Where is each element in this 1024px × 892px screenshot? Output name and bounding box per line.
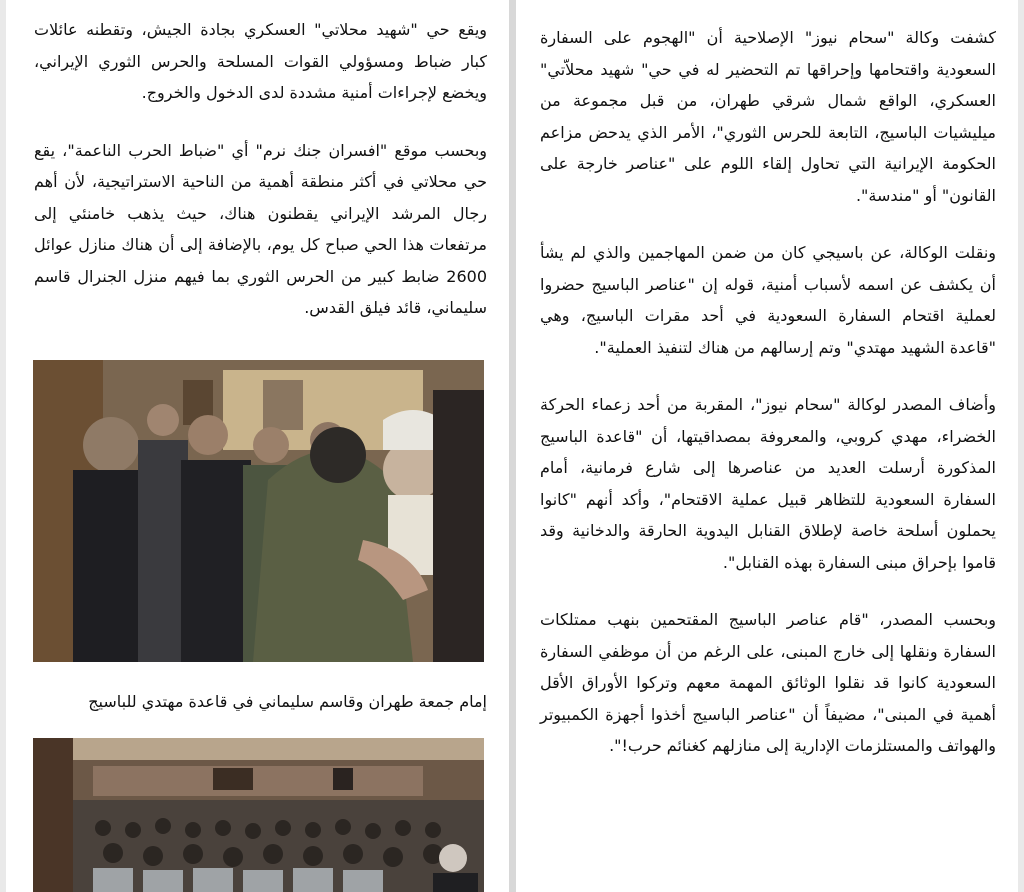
left-paragraph-2: وبحسب موقع "افسران جنك نرم" أي "ضباط الحرب الناعمة"، يقع حي محلاتي في أكثر منطقة أهمية من الناحية الاستراتيجية، لأن أهم رجال المرشد الإيراني يقطنون هناك، حيث يذهب خامنئي إلى مرتفعات هذا الحي صباح كل يوم، بالإضافة إلى أن هناك منازل عوائل 2600 ضابط كبير من الحرس الثوري بما فيهم منزل الجنرال قاسم سليماني، قائد فيلق القدس.	[34, 140, 487, 317]
right-paragraph-2: ونقلت الوكالة، عن باسيجي كان من ضمن المهاجمين والذي لم يشأ أن يكشف عن اسمه لأسباب أمنية، قوله إن "عناصر الباسيج حضروا لعملية اقتحام السفارة السعودية في أحد مقرات الباسيج، وهي "قاعدة الشهيد مهتدي" وتم إرسالهم من هناك لتنفيذ العملية".	[540, 243, 996, 357]
photo-caption: إمام جمعة طهران وقاسم سليماني في قاعدة مهتدي للباسيج	[88, 692, 487, 711]
news-photo-embrace	[33, 360, 484, 662]
right-paragraph-1: كشفت وكالة "سحام نيوز" الإصلاحية أن "الهجوم على السفارة السعودية واقتحامها وإحراقها تم التحضير له في حي" شهيد محلاّتي" العسكري، الواقع شمال شرقي طهران، من قبل مجموعة من ميليشيات الباسيج، التابعة للحرس الثوري"، الأمر الذي يدحض مزاعم الحكومة الإيرانية التي تحاول إلقاء اللوم على "عناصر خارجة على القانون" أو "مندسة".	[540, 28, 996, 205]
right-article-text	[540, 22, 996, 788]
page-gutter	[509, 0, 516, 892]
right-paragraph-3: وأضاف المصدر لوكالة "سحام نيوز"، المقربة من أحد زعماء الحركة الخضراء، مهدي كروبي، والمعروفة بمصداقيتها، أن "قاعدة الباسيج المذكورة أرسلت العديد من عناصرها إلى شارع فرمانية، أمام السفارة السعودية للتظاهر قبيل عملية الاقتحام"، وأكد أنهم "كانوا يحملون أسلحة خاصة لإطلاق القنابل اليدوية الحارقة والدخانية وقد قاموا بإحراق مبنى السفارة بهذه القنابل".	[540, 395, 996, 572]
left-article-text	[34, 14, 487, 350]
news-photo-hall	[33, 738, 484, 892]
right-paragraph-4: وبحسب المصدر، "قام عناصر الباسيج المقتحمين بنهب ممتلكات السفارة ونقلها إلى خارج المبنى، على الرغم من أن موظفي السفارة السعودية كانوا قد نقلوا الوثائق المهمة معهم وتركوا الأوراق الأقل أهمية في المبنى"، مضيفاً أن "عناصر الباسيج أخذوا أجهزة الكمبيوتر والهواتف والمستلزمات الإدارية إلى منازلهم كغنائم حرب!".	[540, 610, 996, 755]
left-paragraph-1: ويقع حي "شهيد محلاتي" العسكري بجادة الجيش، وتقطنه عائلات كبار ضباط ومسؤولي القوات المسلحة والحرس الثوري الإيراني، ويخضع لإجراءات أمنية مشددة لدى الدخول والخروج.	[34, 20, 487, 102]
left-page	[6, 0, 509, 892]
right-page	[516, 0, 1018, 892]
